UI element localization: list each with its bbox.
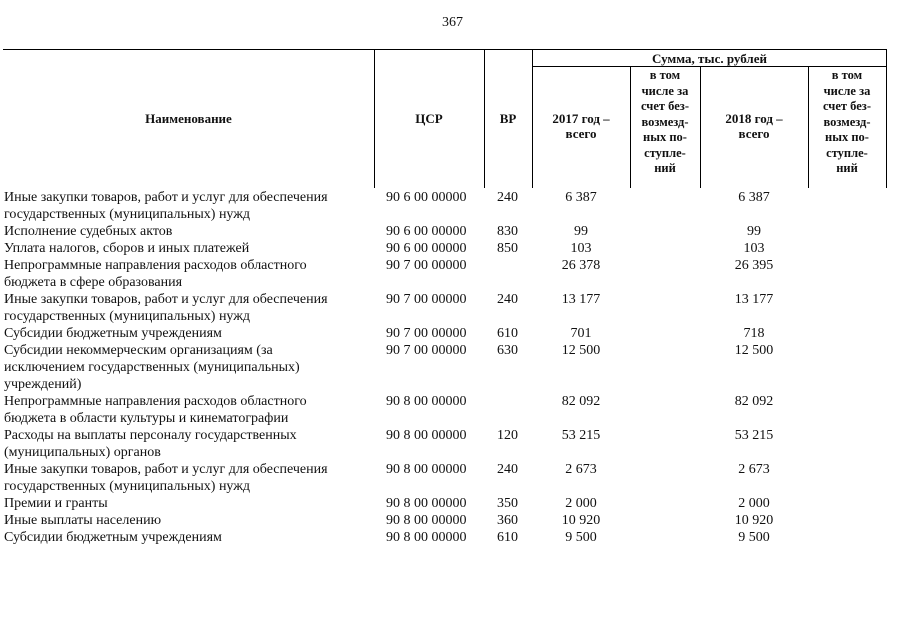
row-name [4, 291, 374, 325]
header-sum-title: Сумма, тыс. рублей [652, 51, 767, 66]
row-2018: 2 000 [738, 496, 770, 511]
row-2017: 6 387 [565, 190, 597, 205]
row-name [4, 529, 374, 546]
header-csr: ЦСР [415, 111, 443, 126]
header-line: 2017 год – [552, 111, 610, 126]
row-name-line: Исполнение судебных актов [4, 224, 173, 239]
header-2017-total [532, 111, 630, 141]
header-line: счет без- [823, 99, 871, 113]
header-line: возмезд- [641, 114, 689, 129]
header-name: Наименование [145, 111, 232, 126]
row-name [4, 512, 374, 529]
header-2018-gratuitous [808, 68, 886, 177]
row-2018: 10 920 [734, 513, 774, 528]
row-2018: 12 500 [734, 343, 774, 358]
row-2018: 82 092 [734, 394, 774, 409]
row-2017: 701 [570, 326, 592, 341]
row-name-line: Субсидии бюджетным учреждениям [4, 326, 222, 341]
header-line: ний [836, 161, 858, 175]
row-name-line: Иные закупки товаров, работ и услуг для обеспечения [4, 462, 328, 477]
header-line: числе за [641, 83, 689, 98]
row-2017: 99 [574, 224, 588, 239]
row-2017: 12 500 [561, 343, 601, 358]
row-name-line: Субсидии некоммерческим организациям (за [4, 343, 273, 358]
header-2018-total [700, 111, 808, 141]
row-csr: 90 8 00 00000 [386, 462, 467, 477]
row-2018: 6 387 [738, 190, 770, 205]
row-name-line: государственных (муниципальных) нужд [4, 207, 251, 222]
header-2017-gratuitous [630, 68, 700, 177]
row-2017: 103 [570, 241, 592, 256]
row-name-line: Непрограммные направления расходов областного [4, 258, 307, 273]
header-line: возмезд- [823, 114, 871, 129]
row-name-line: Расходы на выплаты персоналу государственных [4, 428, 297, 443]
row-2017: 2 000 [565, 496, 597, 511]
row-vr: 610 [497, 530, 518, 545]
row-csr: 90 6 00 00000 [386, 241, 467, 256]
row-2017: 9 500 [565, 530, 597, 545]
row-csr: 90 7 00 00000 [386, 292, 467, 307]
header-line: всего [738, 126, 770, 142]
row-csr: 90 8 00 00000 [386, 394, 467, 409]
row-name [4, 189, 374, 223]
row-csr: 90 8 00 00000 [386, 530, 467, 545]
row-name [4, 223, 374, 240]
row-vr: 610 [497, 326, 518, 341]
row-vr: 240 [497, 190, 518, 205]
header-line: числе за [823, 83, 871, 98]
row-2018: 13 177 [734, 292, 774, 307]
row-name-line: исключением государственных (муниципальных) [4, 360, 300, 375]
header-line: счет без- [641, 99, 689, 113]
row-name-line: Премии и гранты [4, 496, 108, 511]
header-line: 2018 год – [725, 111, 783, 126]
row-name [4, 240, 374, 257]
row-name-line: бюджета в области культуры и кинематографии [4, 411, 289, 426]
row-name-line: учреждений) [4, 377, 82, 392]
row-vr: 350 [497, 496, 518, 511]
header-line: ных по- [825, 130, 869, 144]
row-2017: 13 177 [561, 292, 601, 307]
column-divider [886, 49, 887, 188]
row-name-line: Иные выплаты населению [4, 513, 162, 528]
header-line: ступле- [644, 145, 686, 160]
row-csr: 90 8 00 00000 [386, 428, 467, 443]
row-vr: 240 [497, 292, 518, 307]
table-top-border [3, 49, 887, 50]
row-2017: 26 378 [561, 258, 601, 273]
header-line: ступле- [826, 145, 868, 160]
header-line: в том [649, 68, 681, 82]
row-name [4, 427, 374, 461]
row-2018: 103 [743, 241, 765, 256]
row-csr: 90 7 00 00000 [386, 343, 467, 358]
row-2017: 2 673 [565, 462, 597, 477]
row-name-line: государственных (муниципальных) нужд [4, 479, 251, 494]
header-line: в том [831, 68, 863, 82]
header-line: ных по- [643, 130, 687, 144]
row-2017: 82 092 [561, 394, 601, 409]
header-line: ний [654, 161, 676, 175]
row-vr: 120 [497, 428, 518, 443]
row-name [4, 257, 374, 291]
row-name [4, 393, 374, 427]
row-name-line: Субсидии бюджетным учреждениям [4, 530, 222, 545]
row-csr: 90 8 00 00000 [386, 513, 467, 528]
row-2018: 53 215 [734, 428, 774, 443]
row-vr: 850 [497, 241, 518, 256]
row-2017: 10 920 [561, 513, 601, 528]
row-csr: 90 6 00 00000 [386, 224, 467, 239]
row-name [4, 461, 374, 495]
row-name-line: Иные закупки товаров, работ и услуг для обеспечения [4, 190, 328, 205]
page-number: 367 [442, 15, 463, 30]
header-line: всего [565, 126, 597, 142]
row-name [4, 325, 374, 342]
row-name-line: Иные закупки товаров, работ и услуг для обеспечения [4, 292, 328, 307]
row-name [4, 495, 374, 512]
row-vr: 830 [497, 224, 518, 239]
row-2018: 2 673 [738, 462, 770, 477]
row-csr: 90 7 00 00000 [386, 326, 467, 341]
row-name-line: бюджета в сфере образования [4, 275, 183, 290]
row-name-line: государственных (муниципальных) нужд [4, 309, 251, 324]
row-name [4, 342, 374, 393]
header-vr: ВР [499, 111, 517, 126]
row-csr: 90 8 00 00000 [386, 496, 467, 511]
row-2018: 99 [747, 224, 761, 239]
row-2017: 53 215 [561, 428, 601, 443]
row-2018: 9 500 [738, 530, 770, 545]
row-csr: 90 6 00 00000 [386, 190, 467, 205]
row-csr: 90 7 00 00000 [386, 258, 467, 273]
row-vr: 240 [497, 462, 518, 477]
row-vr: 360 [497, 513, 518, 528]
row-name-line: (муниципальных) органов [4, 445, 161, 460]
row-vr: 630 [497, 343, 518, 358]
row-2018: 718 [743, 326, 765, 341]
row-name-line: Уплата налогов, сборов и иных платежей [4, 241, 250, 256]
row-2018: 26 395 [734, 258, 774, 273]
row-name-line: Непрограммные направления расходов областного [4, 394, 307, 409]
